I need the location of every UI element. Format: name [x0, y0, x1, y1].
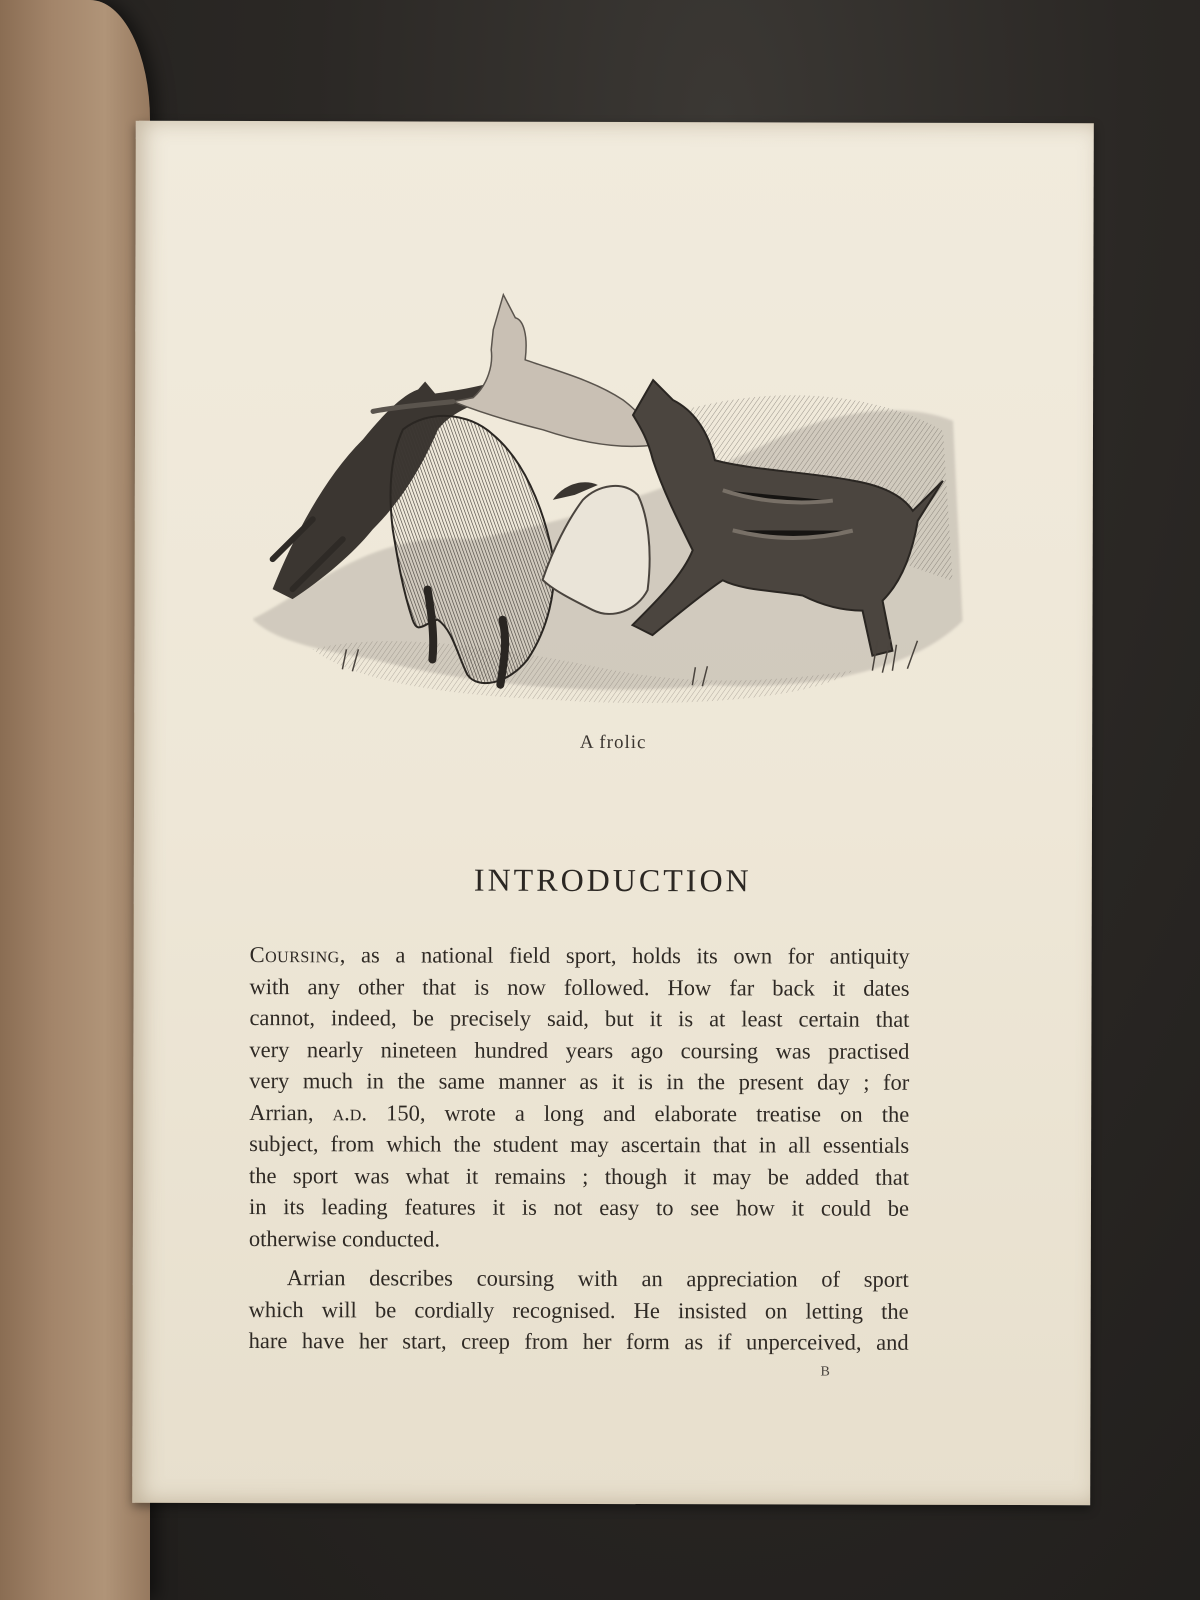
paragraph-2	[249, 1262, 909, 1358]
text-line: Coursing, as a national field sport, holds its own for antiquity	[249, 942, 910, 969]
text-line: cannot, indeed, be precisely said, but it is at least certain that	[249, 1005, 910, 1032]
dogs-engraving-illustration	[252, 289, 965, 711]
body-text	[249, 939, 910, 1366]
book-page	[132, 121, 1094, 1506]
text-line: which will be cordially recognised. He insisted on letting the	[248, 1296, 909, 1324]
small-caps-first-word: Coursing	[249, 942, 340, 968]
illustration-caption: A frolic	[579, 731, 647, 754]
text-line: the sport was what it remains ; though it may be added that	[249, 1162, 910, 1190]
paragraph-1	[249, 939, 910, 1256]
text-line: in its leading features it is not easy to see how it could be	[248, 1194, 909, 1221]
small-caps-date: a.d.	[332, 1099, 368, 1125]
text-line: Arrian describes coursing with an appreciation of sport	[286, 1265, 909, 1292]
text-line: Arrian, a.d. 150, wrote a long and elaborate treatise on the	[249, 1099, 910, 1127]
text-line: with any other that is now followed. How far back it dates	[249, 973, 910, 1001]
text-line: hare have her start, creep from her form as if unperceived, and	[248, 1328, 909, 1355]
text-line: otherwise conducted.	[248, 1225, 441, 1252]
signature-mark: B	[820, 1364, 830, 1380]
text-line: very much in the same manner as it is in the present day ; for	[249, 1068, 910, 1095]
text-line: very nearly nineteen hundred years ago coursing was practised	[249, 1036, 910, 1064]
text-line: subject, from which the student may ascertain that in all essentials	[249, 1131, 910, 1158]
book-cover-edge	[0, 0, 150, 1600]
chapter-heading: INTRODUCTION	[473, 861, 752, 899]
